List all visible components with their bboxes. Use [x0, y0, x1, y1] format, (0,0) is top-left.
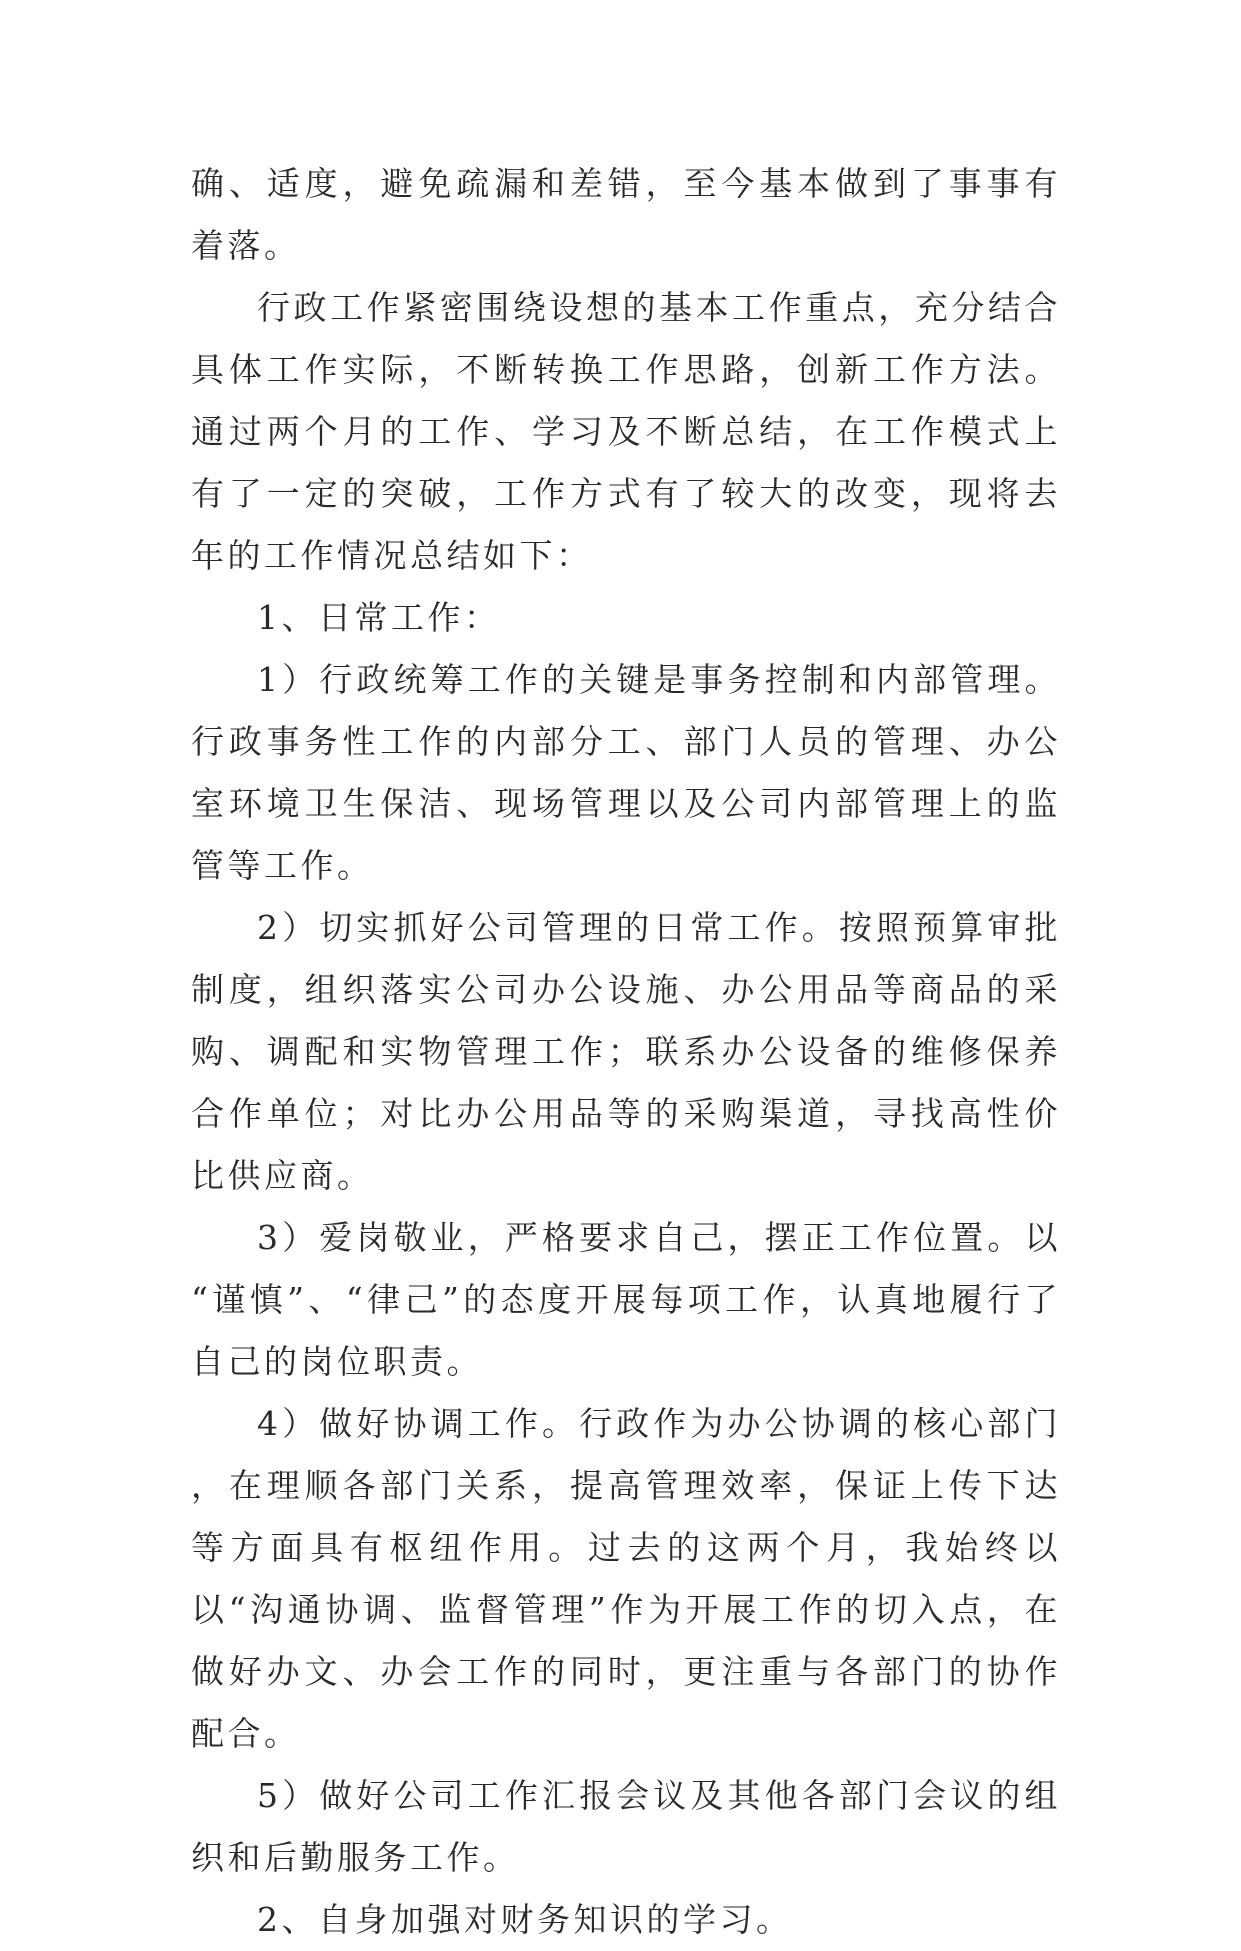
- section-heading-finance-study: 2、自身加强对财务知识的学习。: [257, 1900, 793, 1939]
- document-body: [191, 153, 1061, 1951]
- paragraph-intro: 行政工作紧密围绕设想的基本工作重点，充分结合具体工作实际，不断转换工作思路，创新工作方法。通过两个月的工作、学习及不断总结，在工作模式上有了一定的突破，工作方式有了较大的改变，现将去年的工作情况总结如下：: [191, 288, 1061, 575]
- paragraph-continuation: 确、适度，避免疏漏和差错，至今基本做到了事事有着落。: [191, 164, 1061, 265]
- list-item-3: 3）爱岗敬业，严格要求自己，摆正工作位置。以 “谨慎”、“律己”的态度开展每项工作，认真地履行了自己的岗位职责。: [191, 1218, 1061, 1381]
- list-item-5: 5）做好公司工作汇报会议及其他各部门会议的组织和后勤服务工作。: [191, 1776, 1061, 1877]
- section-heading-daily-work: 1、日常工作：: [257, 598, 501, 637]
- list-item-4: 4）做好协调工作。行政作为办公协调的核心部门 ，在理顺各部门关系，提高管理效率，保证上传下达等方面具有枢纽作用。过去的这两个月，我始终以以“沟通协调、监督管理”作为开展工作的切入点，在做好办文、办会工作的同时，更注重与各部门的协作配合。: [191, 1404, 1061, 1753]
- list-item-2: 2）切实抓好公司管理的日常工作。按照预算审批制度，组织落实公司办公设施、办公用品等商品的采购、调配和实物管理工作；联系办公设备的维修保养合作单位；对比办公用品等的采购渠道，寻找高性价比供应商。: [191, 908, 1061, 1195]
- list-item-1: 1）行政统筹工作的关键是事务控制和内部管理。行政事务性工作的内部分工、部门人员的管理、办公室环境卫生保洁、现场管理以及公司内部管理上的监管等工作。: [191, 660, 1061, 885]
